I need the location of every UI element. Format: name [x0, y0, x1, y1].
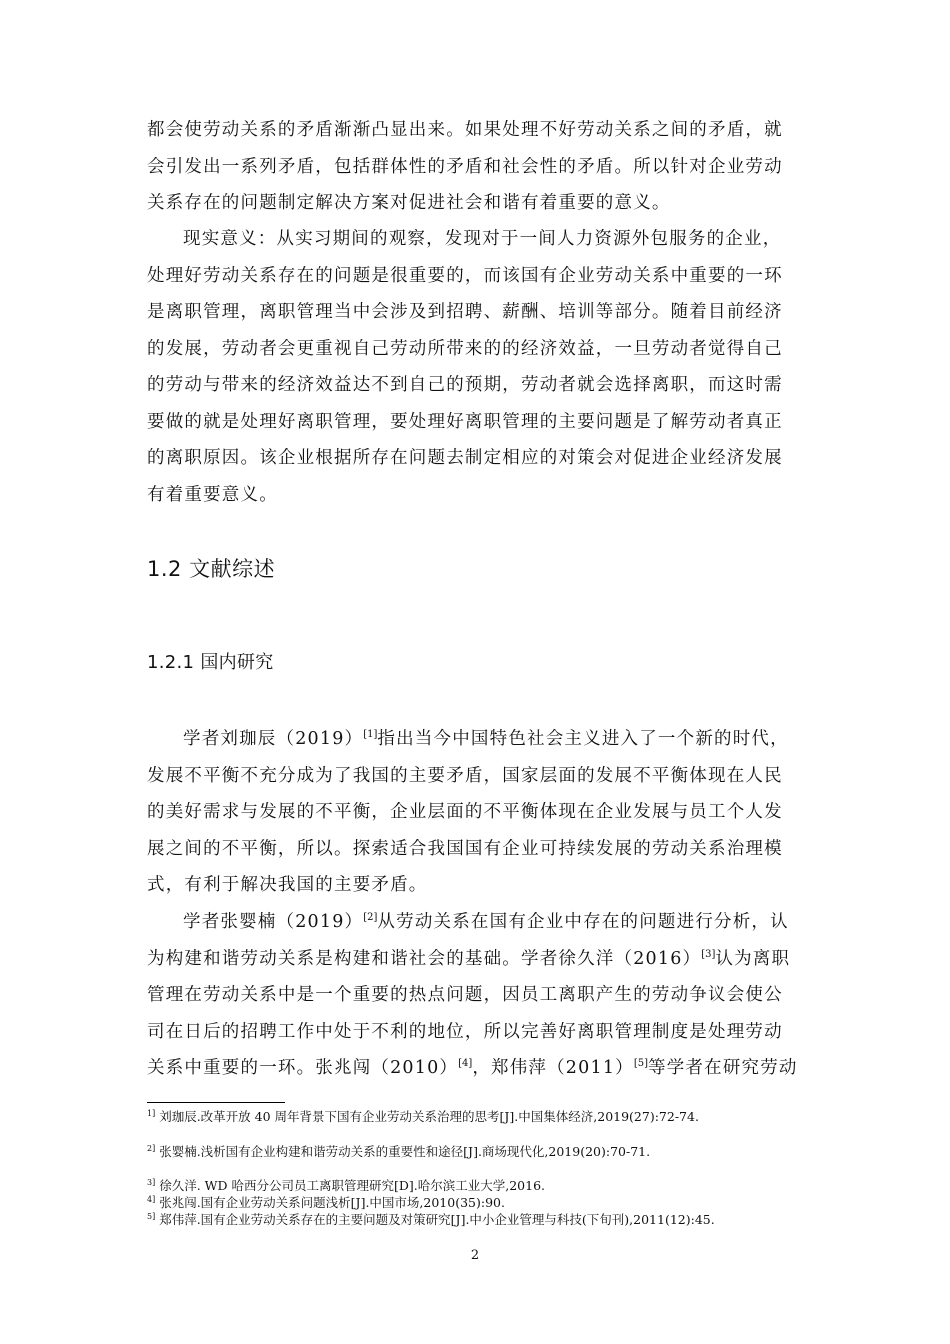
footnote-mark: 4]	[147, 1194, 156, 1204]
footnote-text: 张婴楠.浅析国有企业构建和谐劳动关系的重要性和途径[J].商场现代化,2019(20):70-71.	[159, 1144, 651, 1159]
footnote	[147, 1195, 505, 1210]
footnote-text: 刘珈辰.改革开放 40 周年背景下国有企业劳动关系治理的思考[J].中国集体经济,2019(27):72-74.	[159, 1109, 699, 1124]
text-span: 等学者在研究劳动	[648, 1058, 798, 1078]
footnote-mark: 5]	[147, 1211, 156, 1221]
text-line: 司在日后的招聘工作中处于不利的地位，所以完善好离职管理制度是处理劳动	[147, 1021, 783, 1042]
paragraph-practical-significance	[147, 221, 807, 513]
footnote	[147, 1212, 715, 1227]
footnote-text: 张兆闯.国有企业劳动关系问题浅析[J].中国市场,2010(35):90.	[159, 1195, 505, 1210]
footnote	[147, 1144, 650, 1159]
text-line: 展之间的不平衡，所以。探索适合我国国有企业可持续发展的劳动关系治理模	[147, 838, 783, 859]
paragraph-zhang-yingnan	[147, 904, 807, 1087]
subsection-heading: 1.2.1 国内研究	[147, 652, 274, 673]
text-span: 为构建和谐劳动关系是构建和谐社会的基础。学者徐久洋（2016）	[147, 948, 702, 969]
text-span: 学者张婴楠（2019）	[183, 912, 364, 932]
text-line: 现实意义：从实习期间的观察，发现对于一间人力资源外包服务的企业，	[183, 229, 782, 249]
text-span: 关系中重要的一环。张兆闯（2010）	[147, 1058, 459, 1078]
text-span: ，郑伟萍（2011）	[472, 1058, 634, 1078]
text-line	[147, 1050, 807, 1087]
text-span: 学者刘珈辰（2019）	[183, 729, 364, 749]
text-line: 关系存在的问题制定解决方案对促进社会和谐有着重要的意义。	[147, 193, 671, 213]
citation-ref[interactable]: [2]	[363, 912, 378, 924]
section-heading: 1.2 文献综述	[147, 557, 276, 581]
text-span: 认为离职	[715, 948, 791, 969]
footnote-text: 郑伟萍.国有企业劳动关系存在的主要问题及对策研究[J].中小企业管理与科技(下旬刊),2011(12):45.	[159, 1212, 715, 1227]
text-line: 是离职管理，离职管理当中会涉及到招聘、薪酬、培训等部分。随着目前经济	[147, 302, 783, 322]
footnote	[147, 1178, 545, 1193]
paragraph-liu-jiachen	[147, 721, 807, 904]
footnote-text: 徐久洋. WD 哈西分公司员工离职管理研究[D].哈尔滨工业大学,2016.	[159, 1178, 546, 1193]
text-line: 的离职原因。该企业根据所存在问题去制定相应的对策会对促进企业经济发展	[147, 448, 783, 468]
citation-ref[interactable]: [5]	[633, 1058, 649, 1070]
text-line	[147, 904, 807, 941]
footnote-mark: 2]	[147, 1143, 156, 1153]
text-line	[147, 941, 807, 978]
citation-ref[interactable]: [1]	[363, 729, 378, 741]
footnote-mark: 1]	[147, 1108, 156, 1118]
text-line: 发展不平衡不充分成为了我国的主要矛盾，国家层面的发展不平衡体现在人民	[147, 765, 783, 786]
text-line	[147, 721, 807, 758]
text-line: 都会使劳动关系的矛盾渐渐凸显出来。如果处理不好劳动关系之间的矛盾，就	[147, 120, 783, 140]
page-number: 2	[470, 1248, 480, 1263]
text-line: 式，有利于解决我国的主要矛盾。	[147, 875, 428, 895]
paragraph-intro-continuation	[147, 112, 807, 222]
text-line: 管理在劳动关系中是一个重要的热点问题，因员工离职产生的劳动争议会使公	[147, 985, 783, 1005]
text-line: 会引发出一系列矛盾，包括群体性的矛盾和社会性的矛盾。所以针对企业劳动	[147, 156, 783, 177]
text-span: 指出当今中国特色社会主义进入了一个新的时代，	[377, 729, 789, 749]
footnote	[147, 1109, 699, 1124]
text-line: 的发展，劳动者会更重视自己劳动所带来的的经济效益，一旦劳动者觉得自己	[147, 338, 783, 359]
footnote-mark: 3]	[147, 1177, 156, 1187]
text-span: 从劳动关系在国有企业中存在的问题进行分析，认	[377, 912, 789, 932]
citation-ref[interactable]: [4]	[458, 1058, 473, 1070]
text-line: 要做的就是处理好离职管理，要处理好离职管理的主要问题是了解劳动者真正	[147, 411, 783, 432]
text-line: 有着重要意义。	[147, 484, 278, 505]
citation-ref[interactable]: [3]	[701, 948, 716, 960]
text-line: 处理好劳动关系存在的问题是很重要的，而该国有企业劳动关系中重要的一环	[147, 265, 783, 286]
text-line: 的美好需求与发展的不平衡，企业层面的不平衡体现在企业发展与员工个人发	[147, 802, 783, 822]
footnote-separator	[147, 1102, 285, 1103]
text-line: 的劳动与带来的经济效益达不到自己的预期，劳动者就会选择离职，而这时需	[147, 375, 783, 395]
